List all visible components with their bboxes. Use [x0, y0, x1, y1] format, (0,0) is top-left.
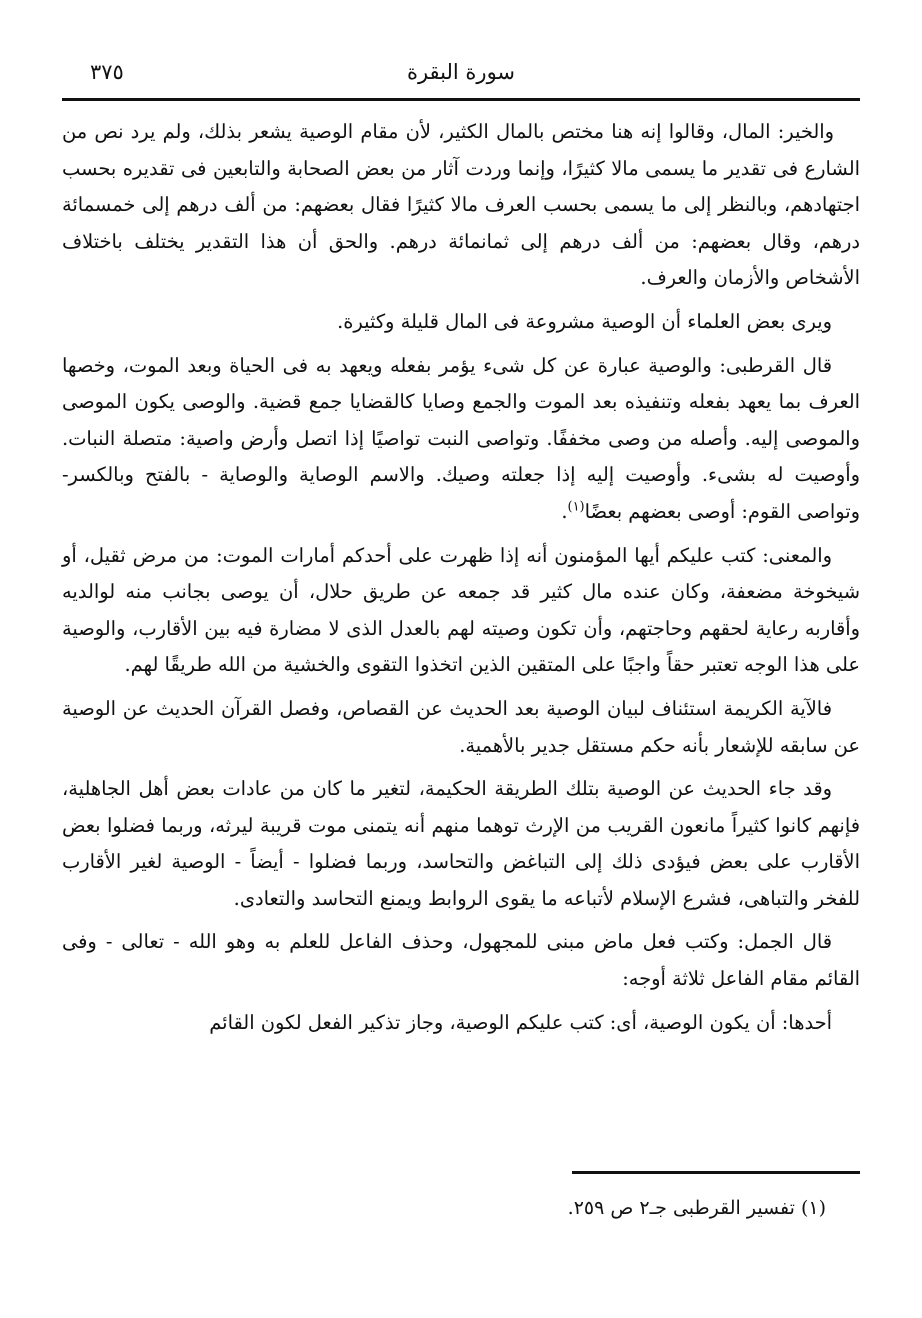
page-header	[62, 50, 860, 94]
footnote-reference: (١)	[567, 499, 585, 515]
paragraph-jahiliyya: وقد جاء الحديث عن الوصية بتلك الطريقة الحكيمة، لتغير ما كان من عادات بعض أهل الجاهلية، فإنهم كانوا كثيراً مانعون القريب من الإرث توهما منهم أنه يتمنى موت قريبة ليرثه، وربما فضلوا بعض الأقارب على بعض فيؤدى ذلك إلى التباغض والتحاسد، وربما فضلوا - أيضاً - الوصية لغير الأقارب للفخر والتباهى، فشرع الإسلام لأتباعه ما يقوى الروابط ويمنع التحاسد والتعادى.	[62, 777, 860, 910]
footnote: (١) تفسير القرطبى جـ٢ ص ٢٥٩.	[567, 1197, 826, 1219]
paragraph-first-aspect: أحدها: أن يكون الوصية، أى: كتب عليكم الوصية، وجاز تذكير الفعل لكون القائم	[209, 1010, 832, 1034]
paragraph-verse-context: فالآية الكريمة استئناف لبيان الوصية بعد الحديث عن القصاص، وفصل القرآن الحديث عن الوصية عن سابقه للإشعار بأنه حكم مستقل جدير بالأهمية.	[62, 696, 860, 757]
surah-title: سورة البقرة	[406, 60, 516, 84]
paragraph-meaning: والمعنى: كتب عليكم أيها المؤمنون أنه إذا ظهرت على أحدكم أمارات الموت: من مرض ثقيل، أو شيخوخة مضعفة، وكان عنده مال كثير قد جمعه عن طريق حلال، أن يوصى بجانب منه لوالديه وأقاربه رعاية لحقهم وحاجتهم، وأن تكون وصيته لهم بالعدل الذى لا مضارة فيه بين الأقارب، والوصية على هذا الوجه تعتبر حقاً واجبًا على المتقين الذين اتخذوا التقوى والخشية من الله طريقًا لهم.	[62, 543, 860, 677]
body-text	[62, 114, 860, 1048]
paragraph-al-jamal: قال الجمل: وكتب فعل ماض مبنى للمجهول، وحذف الفاعل للعلم به وهو الله - تعالى - وفى القائم مقام الفاعل ثلاثة أوجه:	[62, 930, 860, 991]
paragraph-scholars-view: ويرى بعض العلماء أن الوصية مشروعة فى المال قليلة وكثيرة.	[337, 309, 832, 333]
footnote-rule	[572, 1171, 860, 1174]
paragraph-al-khayr: والخير: المال، وقالوا إنه هنا مختص بالمال الكثير، لأن مقام الوصية يشعر بذلك، ولم يرد نص من الشارع فى تقدير ما يسمى مالا كثيرًا، وإنما وردت آثار من بعض الصحابة والتابعين فى تقديره بحسب اجتهادهم، وبالنظر إلى ما يسمى بحسب العرف مالا كثيرًا فقال بعضهم: من ألف درهم إلى خمسمائة درهم، وقال بعضهم: من ألف درهم إلى ثمانمائة درهم. والحق أن هذا التقدير يختلف باختلاف الأشخاص والأزمان والعرف.	[62, 120, 860, 290]
paragraph-qurtubi: قال القرطبى: والوصية عبارة عن كل شىء يؤمر بفعله ويعهد به فى الحياة وبعد الموت، وخصها العرف بما يعهد بفعله وتنفيذه بعد الموت والجمع وصايا كالقضايا جمع قضية. والوصى يكون الموصى والموصى إليه. وأصله من وصى مخففًا. وتواصى النبت تواصيًا إذا اتصل وأرض واصية: متصلة النبات. وأوصيت له بشىء. وأوصيت إليه إذا جعلته وصيك. والاسم الوصاية والوصاية - بالفتح وبالكسر- وتواصى القوم: أوصى بعضهم بعضًا$^{(١)}$.	[62, 353, 860, 523]
header-rule	[62, 98, 860, 101]
paragraph-qurtubi-text: قال القرطبى: والوصية عبارة عن كل شىء يؤمر بفعله ويعهد به فى الحياة وبعد الموت، وخصها العرف بما يعهد بفعله وتنفيذه بعد الموت والجمع وصايا كالقضايا جمع قضية. والوصى يكون الموصى والموصى إليه. وأصله من وصى مخففًا. وتواصى النبت تواصيًا إذا اتصل وأرض واصية: متصلة النبات. وأوصيت له بشىء. وأوصيت إليه إذا جعلته وصيك. والاسم الوصاية والوصاية - بالفتح وبالكسر- وتواصى القوم: أوصى بعضهم بعضًا	[62, 353, 860, 523]
page-number: ٣٧٥	[90, 60, 124, 84]
